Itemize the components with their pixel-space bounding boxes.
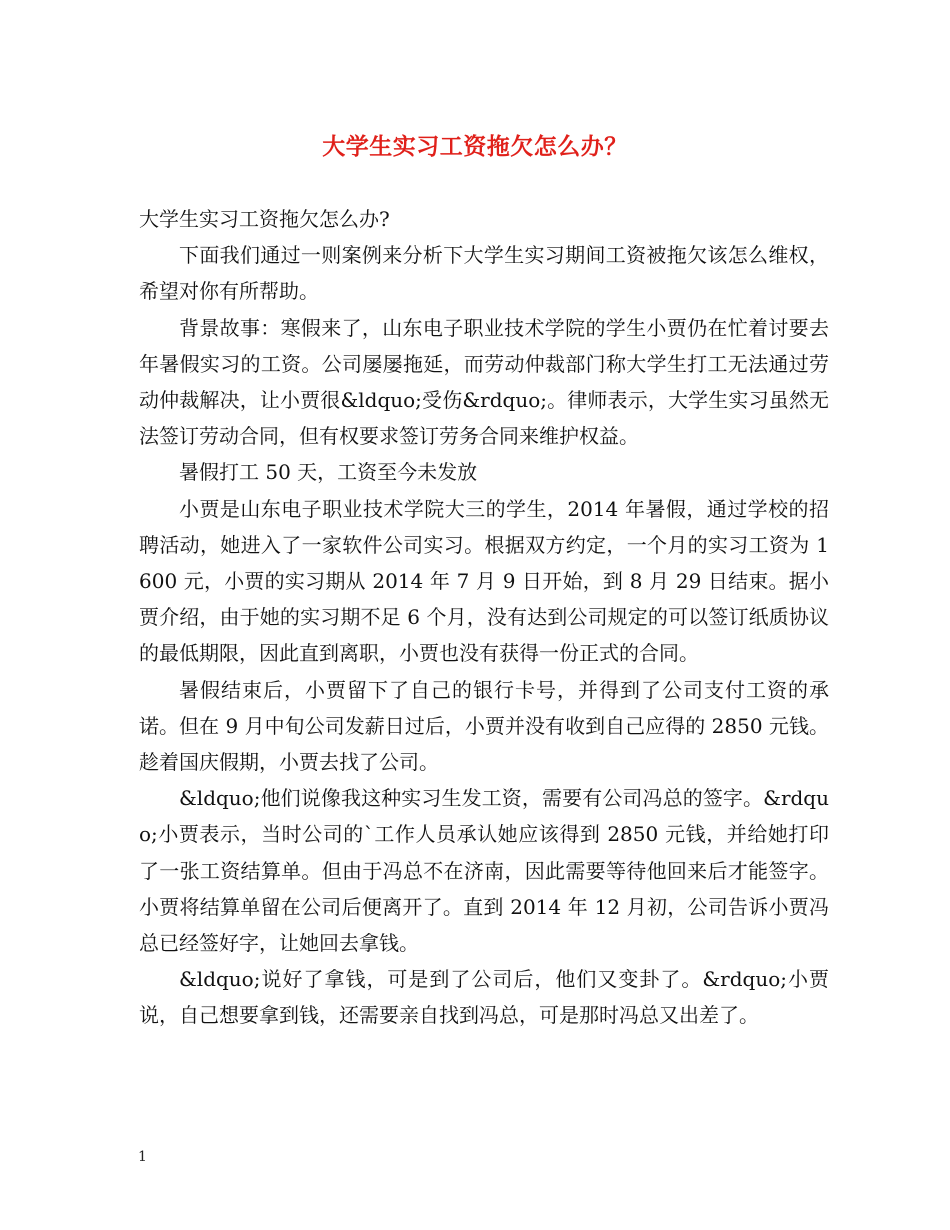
paragraph: 小贾是山东电子职业技术学院大三的学生，2014 年暑假，通过学校的招聘活动，她进入了一家软件公司实习。根据双方约定，一个月的实习工资为 1600 元，小贾的实习期从 2014 年 7 月 9 日开始，到 8 月 29 日结束。据小贾介绍，由于她的实习期不足 6 个月，没有达到公司规定的可以签订纸质协议的最低期限，因此直到离职，小贾也没有获得一份正式的合同。: [139, 496, 829, 666]
paragraph: &ldquo;他们说像我这种实习生发工资，需要有公司冯总的签字。&rdquo;小贾表示，当时公司的`工作人员承认她应该得到 2850 元钱，并给她打印了一张工资结算单。但由于冯总不在济南，因此需要等待他回来后才能签字。小贾将结算单留在公司后便离开了。直到 2014 年 12 月初，公司告诉小贾冯总已经签好字，让她回去拿钱。: [139, 786, 829, 956]
document-title: 大学生实习工资拖欠怎么办？: [322, 133, 628, 160]
paragraph: 大学生实习工资拖欠怎么办?: [139, 207, 390, 231]
paragraph: 下面我们通过一则案例来分析下大学生实习期间工资被拖欠该怎么维权，希望对你有所帮助。: [139, 243, 829, 304]
paragraph: &ldquo;说好了拿钱，可是到了公司后，他们又变卦了。&rdquo;小贾说，自己想要拿到钱，还需要亲自找到冯总，可是那时冯总又出差了。: [139, 967, 829, 1028]
paragraph: 背景故事：寒假来了，山东电子职业技术学院的学生小贾仍在忙着讨要去年暑假实习的工资。公司屡屡拖延，而劳动仲裁部门称大学生打工无法通过劳动仲裁解决，让小贾很&ldquo;受伤&rdquo;。律师表示，大学生实习虽然无法签订劳动合同，但有权要求签订劳务合同来维护权益。: [139, 315, 829, 449]
document-body: [139, 201, 829, 1034]
section-heading: 暑假打工 50 天，工资至今未发放: [179, 460, 478, 485]
page-number: 1: [138, 1149, 147, 1165]
paragraph: 暑假结束后，小贾留下了自己的银行卡号，并得到了公司支付工资的承诺。但在 9 月中旬公司发薪日过后，小贾并没有收到自己应得的 2850 元钱。趁着国庆假期，小贾去找了公司。: [139, 677, 829, 775]
